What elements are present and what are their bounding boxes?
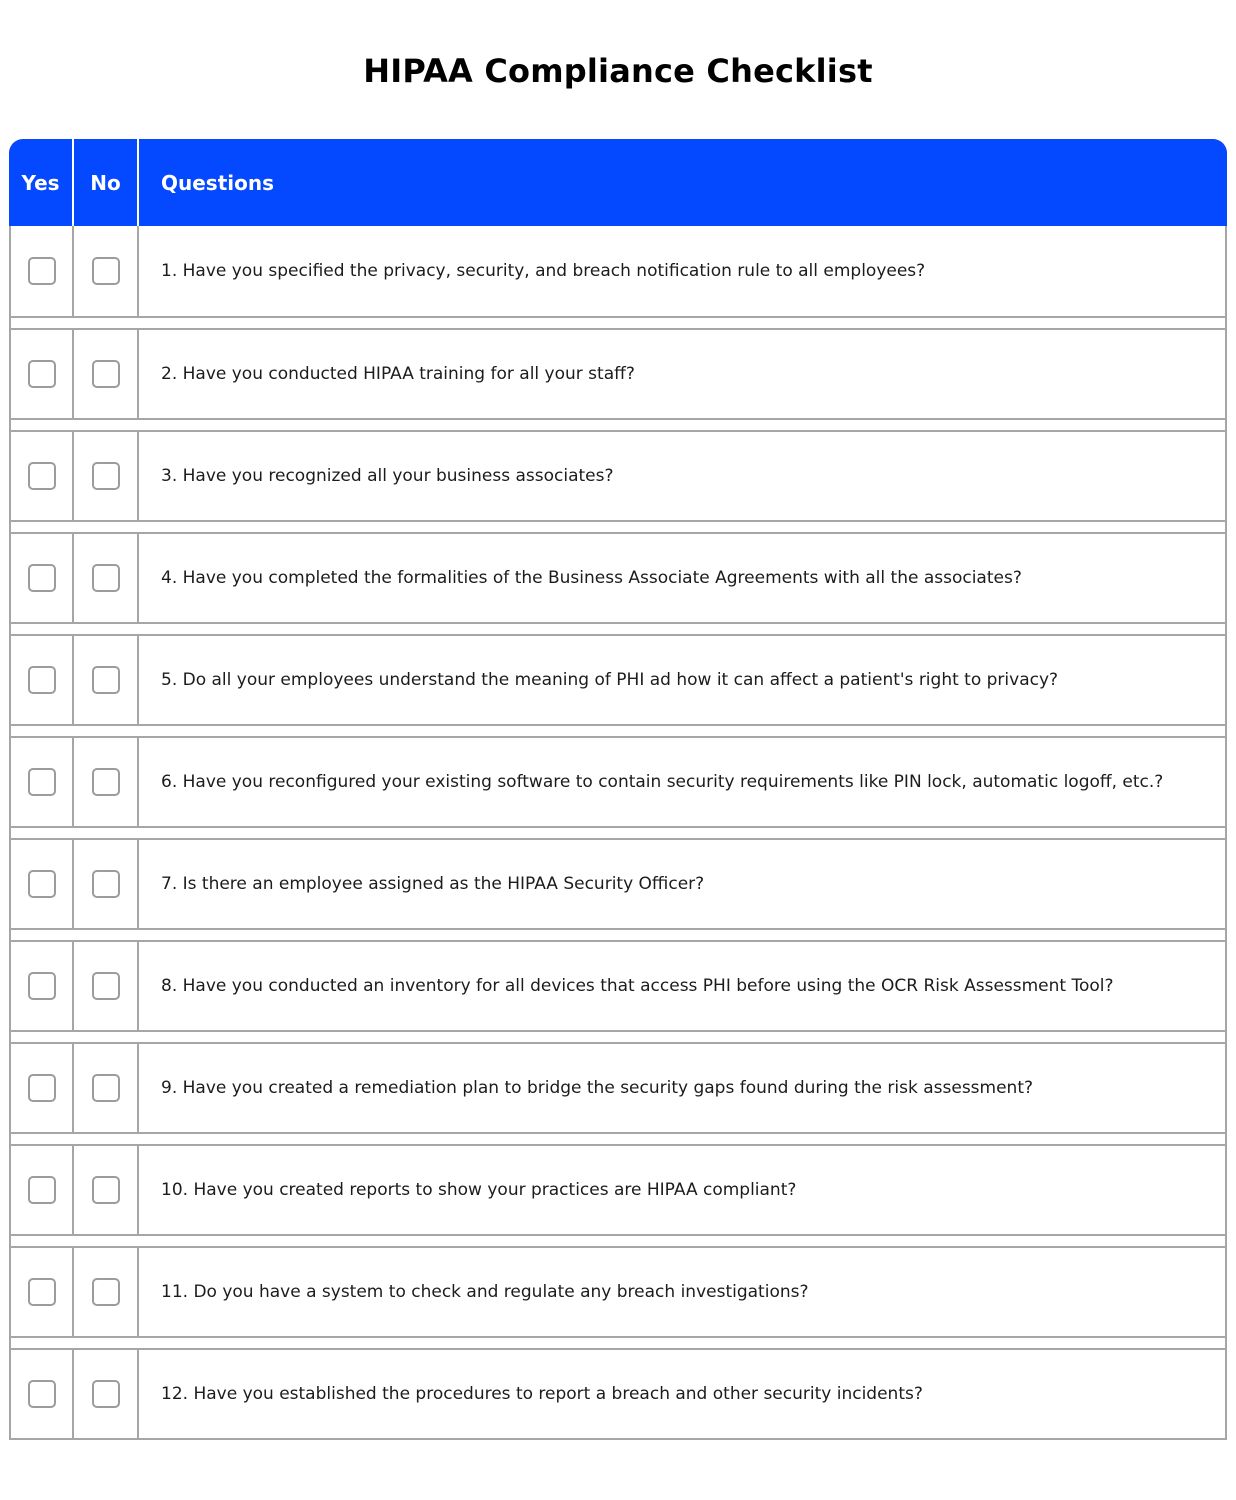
yes-cell xyxy=(11,1146,74,1234)
row-spacer xyxy=(9,828,1227,838)
table-header xyxy=(9,139,1227,226)
yes-cell xyxy=(11,738,74,826)
row-spacer xyxy=(9,1236,1227,1246)
no-checkbox[interactable] xyxy=(92,462,120,490)
yes-checkbox[interactable] xyxy=(28,257,56,285)
yes-checkbox[interactable] xyxy=(28,870,56,898)
no-cell xyxy=(74,738,139,826)
no-cell xyxy=(74,1248,139,1336)
yes-cell xyxy=(11,226,74,316)
yes-checkbox[interactable] xyxy=(28,1074,56,1102)
no-checkbox[interactable] xyxy=(92,1380,120,1408)
header-questions: Questions xyxy=(161,170,275,195)
no-cell xyxy=(74,1044,139,1132)
no-cell xyxy=(74,636,139,724)
yes-cell xyxy=(11,432,74,520)
no-checkbox[interactable] xyxy=(92,360,120,388)
yes-checkbox[interactable] xyxy=(28,564,56,592)
table-row xyxy=(9,328,1227,420)
no-checkbox[interactable] xyxy=(92,1074,120,1102)
yes-checkbox[interactable] xyxy=(28,1380,56,1408)
no-cell xyxy=(74,330,139,418)
question-text: 4. Have you completed the formalities of the Business Associate Agreements with all the associates? xyxy=(161,568,1022,588)
row-spacer xyxy=(9,318,1227,328)
no-checkbox[interactable] xyxy=(92,564,120,592)
yes-checkbox[interactable] xyxy=(28,972,56,1000)
no-cell xyxy=(74,534,139,622)
row-spacer xyxy=(9,522,1227,532)
yes-cell xyxy=(11,330,74,418)
question-text: 2. Have you conducted HIPAA training for all your staff? xyxy=(161,364,635,384)
table-row xyxy=(9,430,1227,522)
no-cell xyxy=(74,226,139,316)
table-row xyxy=(9,1042,1227,1134)
yes-cell xyxy=(11,942,74,1030)
no-checkbox[interactable] xyxy=(92,870,120,898)
no-cell xyxy=(74,840,139,928)
question-text: 1. Have you specified the privacy, security, and breach notification rule to all employees? xyxy=(161,261,926,281)
row-spacer xyxy=(9,624,1227,634)
table-row xyxy=(9,634,1227,726)
yes-cell xyxy=(11,1044,74,1132)
row-spacer xyxy=(9,1338,1227,1348)
question-text: 3. Have you recognized all your business associates? xyxy=(161,466,614,486)
table-row xyxy=(9,1144,1227,1236)
no-cell xyxy=(74,1146,139,1234)
row-spacer xyxy=(9,420,1227,430)
question-text: 10. Have you created reports to show your practices are HIPAA compliant? xyxy=(161,1180,797,1200)
table-row xyxy=(9,532,1227,624)
yes-checkbox[interactable] xyxy=(28,1278,56,1306)
table-row xyxy=(9,1348,1227,1440)
no-checkbox[interactable] xyxy=(92,1278,120,1306)
yes-checkbox[interactable] xyxy=(28,462,56,490)
yes-checkbox[interactable] xyxy=(28,666,56,694)
header-no: No xyxy=(74,139,139,226)
no-checkbox[interactable] xyxy=(92,768,120,796)
question-text: 11. Do you have a system to check and regulate any breach investigations? xyxy=(161,1282,809,1302)
table-row xyxy=(9,940,1227,1032)
question-text: 7. Is there an employee assigned as the HIPAA Security Officer? xyxy=(161,874,705,894)
yes-checkbox[interactable] xyxy=(28,768,56,796)
question-text: 12. Have you established the procedures to report a breach and other security incidents? xyxy=(161,1384,923,1404)
table-row xyxy=(9,226,1227,318)
row-spacer xyxy=(9,1032,1227,1042)
row-spacer xyxy=(9,1134,1227,1144)
no-cell xyxy=(74,942,139,1030)
no-cell xyxy=(74,1350,139,1438)
question-text: 6. Have you reconfigured your existing software to contain security requirements like PIN lock, automatic logoff, etc.? xyxy=(161,772,1164,792)
yes-cell xyxy=(11,636,74,724)
no-checkbox[interactable] xyxy=(92,1176,120,1204)
question-text: 8. Have you conducted an inventory for all devices that access PHI before using the OCR Risk Assessment Tool? xyxy=(161,976,1114,996)
page-title: HIPAA Compliance Checklist xyxy=(363,52,873,90)
question-text: 9. Have you created a remediation plan to bridge the security gaps found during the risk assessment? xyxy=(161,1078,1034,1098)
checklist-table xyxy=(9,139,1227,1440)
no-checkbox[interactable] xyxy=(92,257,120,285)
no-checkbox[interactable] xyxy=(92,972,120,1000)
yes-cell xyxy=(11,840,74,928)
table-row xyxy=(9,838,1227,930)
table-row xyxy=(9,1246,1227,1338)
row-spacer xyxy=(9,726,1227,736)
no-checkbox[interactable] xyxy=(92,666,120,694)
row-spacer xyxy=(9,930,1227,940)
yes-cell xyxy=(11,534,74,622)
no-cell xyxy=(74,432,139,520)
header-yes: Yes xyxy=(9,139,74,226)
table-body xyxy=(9,226,1227,1440)
yes-checkbox[interactable] xyxy=(28,360,56,388)
question-text: 5. Do all your employees understand the meaning of PHI ad how it can affect a patient's right to privacy? xyxy=(161,670,1059,690)
yes-cell xyxy=(11,1248,74,1336)
yes-cell xyxy=(11,1350,74,1438)
table-row xyxy=(9,736,1227,828)
yes-checkbox[interactable] xyxy=(28,1176,56,1204)
